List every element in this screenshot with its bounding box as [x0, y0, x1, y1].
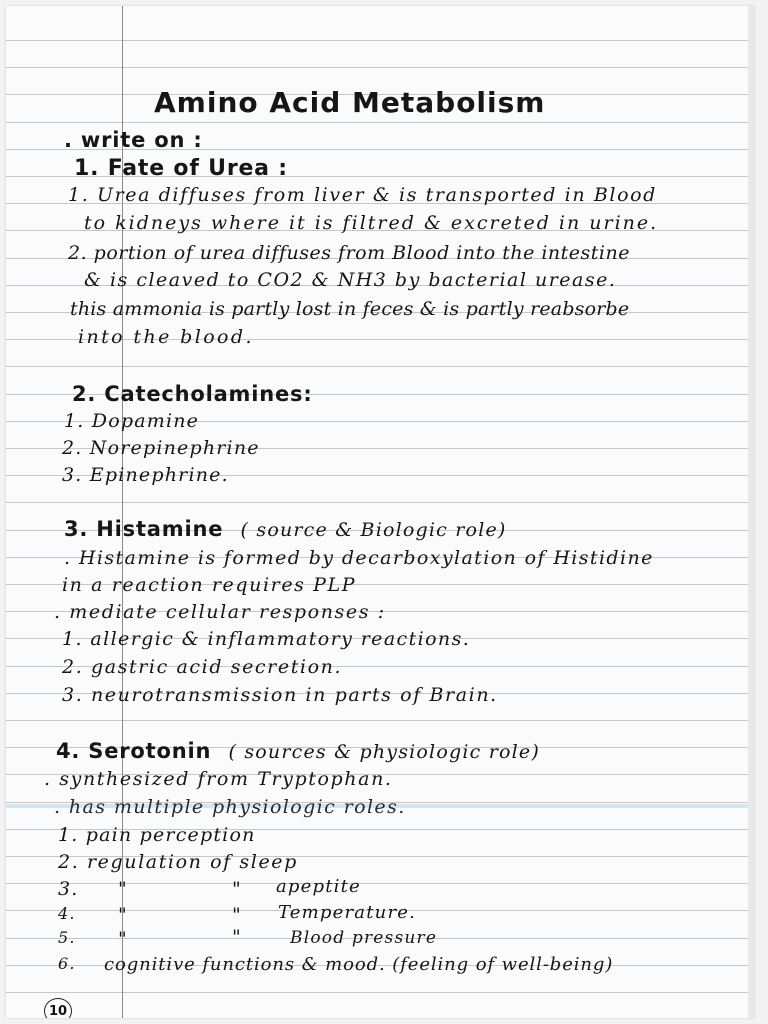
serotonin-heading-note: ( sources & physiologic role): [228, 741, 540, 763]
ruled-line: [6, 502, 754, 503]
serotonin-heading-row: [56, 739, 540, 763]
ditto-mark: ": [118, 928, 128, 950]
serotonin-ditto-text-4: Temperature.: [278, 902, 417, 923]
page-edge: [748, 6, 754, 1018]
histamine-line-2: in a reaction requires PLP: [62, 574, 357, 596]
serotonin-ditto-num-3: 3.: [58, 878, 79, 900]
catecholamine-item-2: 2. Norepinephrine: [62, 437, 260, 459]
serotonin-ditto-text-5: Blood pressure: [290, 928, 438, 948]
catecholamines-heading: 2. Catecholamines:: [72, 382, 313, 406]
serotonin-line-last: cognitive functions & mood. (feeling of well-being): [104, 954, 614, 975]
histamine-line-3: . mediate cellular responses :: [54, 601, 386, 623]
histamine-line-1: . Histamine is formed by decarboxylation of Histidine: [64, 547, 654, 569]
write-on-label: . write on :: [64, 128, 203, 152]
ditto-mark: ": [118, 904, 128, 926]
histamine-heading: 3. Histamine: [64, 517, 224, 541]
serotonin-heading: 4. Serotonin: [56, 739, 212, 763]
urea-line-4: & is cleaved to CO2 & NH3 by bacterial urease.: [84, 269, 617, 291]
ruled-line: [6, 40, 754, 41]
histamine-line-4: 1. allergic & inflammatory reactions.: [62, 628, 471, 650]
serotonin-line-4: 2. regulation of sleep: [58, 851, 298, 873]
ruled-line: [6, 366, 754, 367]
urea-line-6: into the blood.: [78, 326, 254, 348]
notebook-page: [6, 6, 754, 1018]
histamine-heading-note: ( source & Biologic role): [240, 519, 507, 541]
ditto-mark: ": [232, 878, 242, 900]
ditto-mark: ": [232, 904, 242, 926]
ditto-mark: ": [118, 878, 128, 900]
catecholamine-item-1: 1. Dopamine: [64, 410, 200, 432]
histamine-line-5: 2. gastric acid secretion.: [62, 656, 343, 678]
ruled-line: [6, 122, 754, 123]
histamine-line-6: 3. neurotransmission in parts of Brain.: [62, 684, 498, 706]
urea-line-3: 2. portion of urea diffuses from Blood into the intestine: [68, 242, 630, 264]
page-number: 10: [44, 998, 72, 1018]
serotonin-line-1: . synthesized from Tryptophan.: [44, 768, 393, 790]
serotonin-ditto-num-5: 5.: [58, 928, 76, 947]
urea-heading: 1. Fate of Urea :: [74, 156, 288, 181]
histamine-heading-row: [64, 517, 507, 541]
ruled-line: [6, 992, 754, 993]
urea-line-5: this ammonia is partly lost in feces & is partly reabsorbe: [70, 298, 630, 320]
ruled-line: [6, 720, 754, 721]
serotonin-ditto-num-4: 4.: [58, 904, 76, 923]
catecholamine-item-3: 3. Epinephrine.: [62, 464, 229, 486]
urea-line-1: 1. Urea diffuses from liver & is transported in Blood: [68, 184, 657, 206]
serotonin-line-3: 1. pain perception: [58, 824, 256, 846]
ruled-line: [6, 67, 754, 68]
urea-line-2: to kidneys where it is filtred & excreted in urine.: [84, 212, 659, 234]
serotonin-line-2: . has multiple physiologic roles.: [54, 796, 406, 818]
ditto-mark: ": [232, 926, 242, 948]
page-title: Amino Acid Metabolism: [154, 86, 546, 119]
serotonin-num-6: 6.: [58, 954, 76, 973]
serotonin-ditto-text-3: apeptite: [276, 876, 361, 897]
